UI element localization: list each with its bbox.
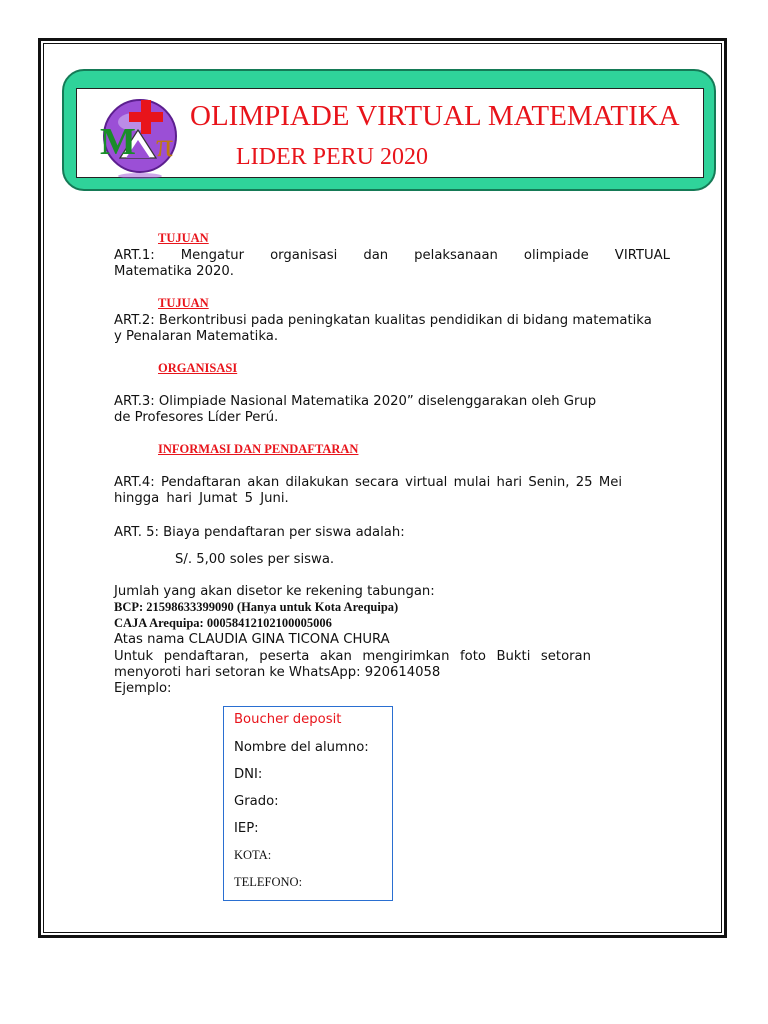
section-heading: ORGANISASI [158,361,238,375]
field-student-name: Nombre del alumno: [234,740,369,755]
svg-text:M: M [100,121,136,163]
article-1: ART.1: Mengatur organisasi dan pelaksanaan olimpiade VIRTUAL Matematika 2020. [114,248,670,279]
caja-account: CAJA Arequipa: 00058412102100005006 [114,616,332,630]
document-title: OLIMPIADE VIRTUAL MATEMATIKA [190,100,680,132]
payment-intro: Jumlah yang akan disetor ke rekening tabungan: [114,584,435,599]
field-iep: IEP: [234,821,259,836]
example-label: Ejemplo: [114,681,172,696]
article-2: ART.2: Berkontribusi pada peningkatan kualitas pendidikan di bidang matematika y Penalaran Matematika. [114,313,652,344]
article-3: ART.3: Olimpiade Nasional Matematika 2020” diselenggarakan oleh Grup de Profesores Líder Perú. [114,394,597,425]
article-4: ART.4: Pendaftaran akan dilakukan secara virtual mulai hari Senin, 25 Mei hingga hari Jumat 5 Juni. [114,475,622,506]
math-pi-logo-icon [96,96,188,180]
account-holder: Atas nama CLAUDIA GINA TICONA CHURA [114,632,390,647]
field-dni: DNI: [234,767,263,782]
field-grade: Grado: [234,794,279,809]
section-heading: INFORMASI DAN PENDAFTARAN [158,442,359,456]
document-subtitle: LIDER PERU 2020 [236,144,428,170]
payment-instructions: Untuk pendaftaran, peserta akan mengirimkan foto Bukti setoran menyoroti hari setoran ke WhatsApp: 920614058 [114,649,591,680]
field-phone: TELEFONO: [234,875,303,889]
svg-text:π: π [156,127,174,164]
section-heading: TUJUAN [158,296,209,310]
article-5: ART. 5: Biaya pendaftaran per siswa adalah: [114,525,405,540]
bcp-account: BCP: 21598633399090 (Hanya untuk Kota Arequipa) [114,600,399,614]
deposit-form-title: Boucher deposit [234,712,342,727]
fee-amount: S/. 5,00 soles per siswa. [175,552,335,567]
field-city: KOTA: [234,848,272,862]
section-heading: TUJUAN [158,231,209,245]
